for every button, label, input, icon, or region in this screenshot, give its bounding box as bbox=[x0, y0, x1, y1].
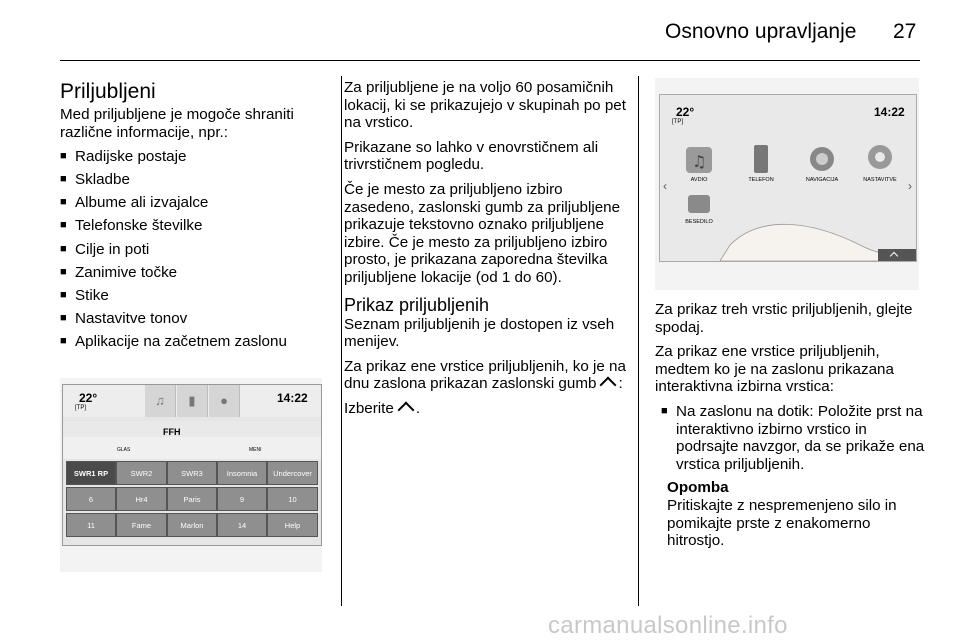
favourite-button: 10 bbox=[267, 487, 318, 511]
column-divider-1 bbox=[341, 76, 342, 606]
favourite-button: SWR2 bbox=[116, 461, 167, 485]
favourite-button: Help bbox=[267, 513, 318, 537]
favourite-button: 14 bbox=[217, 513, 267, 537]
temperature: 22° bbox=[79, 391, 98, 405]
radio-favourites-screenshot bbox=[60, 378, 322, 572]
phone-icon bbox=[754, 145, 768, 173]
chevron-right-icon: › bbox=[908, 179, 912, 193]
favourite-button: Insomnia bbox=[217, 461, 267, 485]
paragraph bbox=[344, 358, 630, 393]
music-icon: ♫ bbox=[145, 385, 176, 417]
clock: 14:22 bbox=[874, 105, 905, 119]
app-label: NASTAVITVE bbox=[863, 177, 897, 183]
favourite-button: Hr4 bbox=[116, 487, 167, 511]
left-column bbox=[60, 80, 330, 356]
list-item: ■ Nastavitve tonov bbox=[60, 310, 330, 328]
tp-indicator: [TP] bbox=[75, 405, 87, 411]
paragraph: Prikazane so lahko v enovrstičnem ali trivrstičnem pogledu. bbox=[344, 138, 599, 174]
chevron-up-icon bbox=[600, 377, 617, 394]
chevron-up-icon bbox=[397, 401, 414, 418]
note-block bbox=[655, 479, 925, 549]
favourite-button: 6 bbox=[66, 487, 116, 511]
note-text: Pritiskajte z nespremenjeno silo in pomikajte prste z enakomerno hitrostjo. bbox=[667, 496, 897, 550]
tp-indicator: [TP] bbox=[672, 119, 684, 125]
right-column bbox=[655, 301, 925, 550]
paragraph: Za prikaz treh vrstic priljubljenih, glejte spodaj. bbox=[655, 301, 913, 336]
navigation-icon: ● bbox=[209, 385, 240, 417]
paragraph: Seznam priljubljenih je dostopen iz vseh menijev. bbox=[344, 315, 615, 351]
paragraph: Za prikaz ene vrstice priljubljenih, medtem ko je na zaslonu prikazana interaktivna izbirna vrstica: bbox=[655, 343, 894, 396]
settings-icon bbox=[868, 145, 892, 169]
favourite-button: SWR3 bbox=[167, 461, 217, 485]
app-label: AVDIO bbox=[690, 177, 708, 183]
instruction-list bbox=[655, 403, 925, 473]
app-tabs bbox=[145, 385, 241, 417]
list-item: ■ Na zaslonu na dotik: Položite prst na interaktivno izbirno vrstico in podrsajte navzgor, da se prikaže ena vrstica priljubljenih. bbox=[661, 403, 925, 473]
app-label: NAVIGACIJA bbox=[805, 177, 839, 183]
list-item: ■ Stike bbox=[60, 287, 330, 305]
header-title: Osnovno upravljanje bbox=[665, 20, 857, 43]
favourites-type-list bbox=[60, 148, 330, 350]
phone-icon: ▮ bbox=[177, 385, 208, 417]
note-title: Opomba bbox=[667, 479, 729, 497]
station-bar bbox=[63, 421, 321, 438]
subheading: Prikaz priljubljenih bbox=[344, 294, 490, 315]
paragraph bbox=[344, 400, 630, 418]
favourite-button: Undercover bbox=[267, 461, 318, 485]
header-rule bbox=[60, 60, 920, 61]
favourite-button: SWR1 RP bbox=[66, 461, 116, 485]
app-label: TELEFON bbox=[748, 177, 774, 183]
favourite-button: 11 bbox=[66, 513, 116, 537]
intro-text: Med priljubljene je mogoče shraniti različne informacije, npr.: bbox=[60, 106, 294, 141]
page-number: 27 bbox=[893, 20, 917, 43]
favourite-button: 9 bbox=[217, 487, 267, 511]
watermark: carmanualsonline.info bbox=[548, 612, 788, 639]
favourite-button: Fame bbox=[116, 513, 167, 537]
list-item: ■ Skladbe bbox=[60, 171, 330, 189]
navigation-icon bbox=[810, 147, 834, 171]
audio-icon bbox=[686, 147, 712, 173]
paragraph-text: Izberite bbox=[344, 399, 394, 417]
paragraph: Za priljubljene je na voljo 60 posamičnih lokacij, ki se prikazujejo v skupinah po pet na vrstico. bbox=[344, 79, 626, 132]
paragraph-end: : bbox=[618, 375, 623, 393]
list-item: ■ Telefonske številke bbox=[60, 217, 330, 235]
list-item: ■ Cilje in poti bbox=[60, 241, 330, 259]
clock: 14:22 bbox=[277, 391, 308, 405]
station-name: FFH bbox=[163, 427, 181, 437]
section-heading: Priljubljeni bbox=[60, 80, 156, 103]
middle-column bbox=[344, 79, 630, 425]
list-item: ■ Aplikacije na začetnem zaslonu bbox=[60, 333, 330, 351]
menu-label: MENI bbox=[249, 447, 262, 453]
app-label: BESEDILO bbox=[685, 219, 713, 225]
list-item: ■ Zanimive točke bbox=[60, 264, 330, 282]
favourite-button: Paris bbox=[167, 487, 217, 511]
svg-text:♫: ♫ bbox=[692, 152, 707, 171]
text-icon bbox=[688, 195, 710, 213]
home-screen-swipe-screenshot bbox=[655, 78, 919, 290]
voice-label: GLAS bbox=[117, 447, 131, 453]
page-header bbox=[0, 14, 960, 54]
radio-screen bbox=[62, 384, 322, 546]
chevron-left-icon: ‹ bbox=[663, 179, 667, 193]
paragraph-text: Za prikaz ene vrstice priljubljenih, ko je na dnu zaslona prikazan zaslonski gumb bbox=[344, 357, 626, 393]
paragraph-end: . bbox=[415, 399, 421, 417]
favourite-button: Marlon bbox=[167, 513, 217, 537]
list-item: ■ Radijske postaje bbox=[60, 148, 330, 166]
column-divider-2 bbox=[638, 76, 639, 606]
temperature: 22° bbox=[676, 105, 695, 119]
paragraph: Če je mesto za priljubljeno izbiro zasedeno, zaslonski gumb za priljubljene prikazuje tekstovno oznako priljubljene izbire. Če je mesto za priljubljeno izbiro prosto, je prikazana zaporedna številka priljubljene lokacije (od 1 do 60). bbox=[344, 180, 621, 286]
action-row bbox=[63, 437, 321, 459]
list-item: ■ Albume ali izvajalce bbox=[60, 194, 330, 212]
home-screen bbox=[659, 94, 917, 262]
